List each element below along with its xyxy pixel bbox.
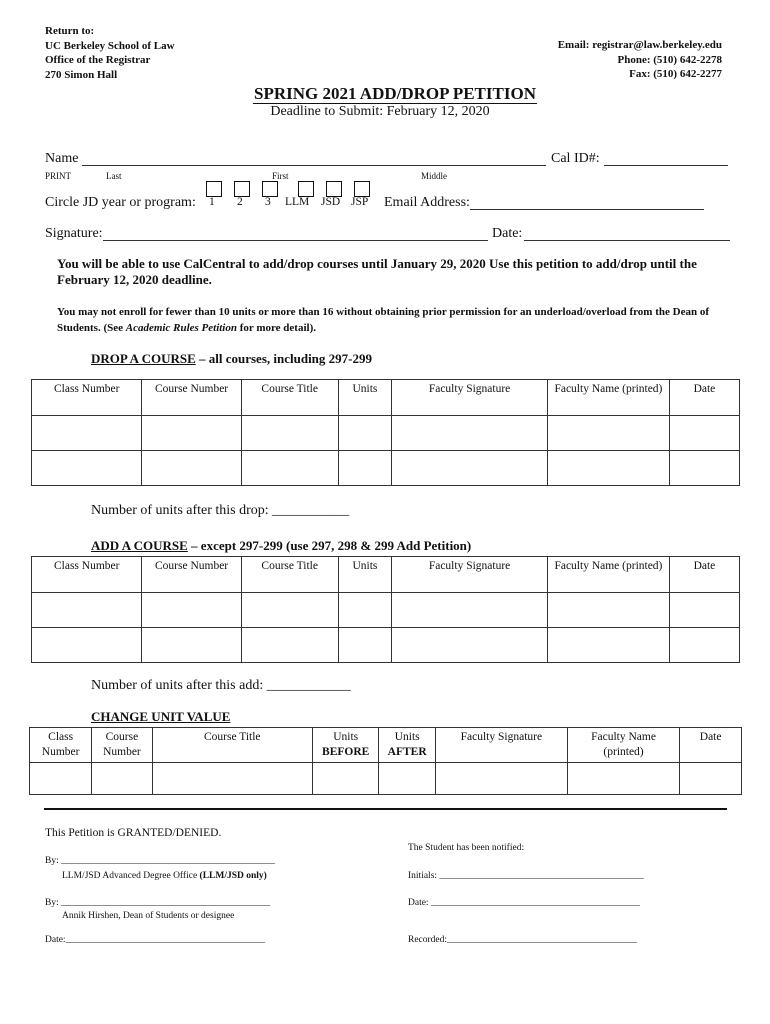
return-to-line: Office of the Registrar [45, 54, 151, 66]
section-divider [44, 808, 727, 810]
table-cell[interactable] [32, 416, 142, 451]
col-course-title: Course Title [241, 557, 338, 593]
table-cell[interactable] [142, 593, 241, 628]
signature-label: Signature: [45, 226, 103, 241]
contact-phone: Phone: (510) 642-2278 [617, 53, 722, 66]
col-units: Units [338, 557, 391, 593]
option-jsp: JSP [351, 196, 369, 208]
table-cell[interactable] [241, 593, 338, 628]
col-faculty-name: Faculty Name (printed) [567, 728, 679, 763]
email-label: Email Address: [384, 195, 470, 210]
col-date: Date [669, 380, 739, 416]
program-label: Circle JD year or program: [45, 195, 196, 210]
cal-id-label: Cal ID#: [551, 151, 600, 166]
table-header-row [32, 380, 740, 416]
return-to-line: UC Berkeley School of Law [45, 39, 175, 52]
date-field[interactable] [524, 240, 730, 241]
recorded-line[interactable]: Recorded:________________________________________ [408, 935, 638, 945]
table-cell[interactable] [392, 593, 548, 628]
col-units-before: Units BEFORE [312, 728, 378, 763]
option-1: 1 [209, 196, 215, 208]
checkbox-year-2[interactable] [234, 181, 250, 197]
col-course-number: Course Number [142, 380, 241, 416]
table-cell[interactable] [241, 628, 338, 663]
col-class-number: Class Number [32, 557, 142, 593]
change-section-title: CHANGE UNIT VALUE [91, 709, 231, 724]
email-field[interactable] [470, 209, 704, 210]
date-right-line[interactable]: Date: ____________________________________________ [408, 898, 640, 908]
print-hint: PRINT [45, 171, 72, 181]
table-cell[interactable] [338, 416, 391, 451]
col-faculty-signature: Faculty Signature [392, 380, 548, 416]
col-faculty-name: Faculty Name (printed) [547, 557, 669, 593]
granted-denied: This Petition is GRANTED/DENIED. [45, 827, 222, 839]
table-cell[interactable] [547, 628, 669, 663]
change-table [29, 727, 742, 795]
table-cell[interactable] [241, 451, 338, 486]
checkbox-jsp[interactable] [354, 181, 370, 197]
contact-email: Email: registrar@law.berkeley.edu [557, 39, 722, 51]
return-to-line: Return to: [45, 25, 95, 37]
table-cell[interactable] [32, 593, 142, 628]
dean-caption: Annik Hirshen, Dean of Students or designee [62, 911, 235, 921]
table-cell[interactable] [241, 416, 338, 451]
option-llm: LLM [285, 196, 310, 208]
checkbox-year-3[interactable] [262, 181, 278, 197]
table-cell[interactable] [379, 763, 436, 795]
col-course-number: Course Number [142, 557, 241, 593]
col-course-title: Course Title [241, 380, 338, 416]
col-faculty-signature: Faculty Signature [392, 557, 548, 593]
student-notified: The Student has been notified: [408, 843, 525, 853]
by-dean-line[interactable]: By: ____________________________________________ [45, 898, 271, 908]
table-row [32, 593, 740, 628]
add-section-title: ADD A COURSE – except 297-299 (use 297, 298 & 299 Add Petition) [91, 538, 472, 553]
option-2: 2 [237, 196, 243, 208]
table-cell[interactable] [338, 451, 391, 486]
by-llm-line[interactable]: By: _____________________________________________ [45, 856, 275, 866]
drop-section-title: DROP A COURSE – all courses, including 297-299 [91, 351, 372, 366]
checkbox-year-1[interactable] [206, 181, 222, 197]
table-cell[interactable] [392, 628, 548, 663]
table-row [30, 763, 742, 795]
table-cell[interactable] [338, 628, 391, 663]
table-cell[interactable] [142, 451, 241, 486]
table-cell[interactable] [32, 628, 142, 663]
table-row [32, 451, 740, 486]
calcentral-notice: You will be able to use CalCentral to add/drop courses until January 29, 2020 Use this petition to add/drop until the February 12, 2020 deadline. [57, 256, 697, 287]
llm-office-caption: LLM/JSD Advanced Degree Office (LLM/JSD only) [62, 871, 267, 881]
table-cell[interactable] [669, 593, 739, 628]
form-title: SPRING 2021 ADD/DROP PETITION [254, 84, 536, 103]
unit-limit-notice: You may not enroll for fewer than 10 units or more than 16 without obtaining prior permission for an underload/overload from the Dean of Students. (See Academic Rules Petition for more detail). [57, 306, 709, 334]
table-cell[interactable] [392, 451, 548, 486]
units-after-add: Number of units after this add: ____________ [91, 678, 351, 693]
date-label: Date: [492, 226, 523, 241]
col-class-number: Class Number [32, 380, 142, 416]
drop-table [31, 379, 740, 486]
registrar-contact [558, 38, 722, 82]
table-cell[interactable] [312, 763, 378, 795]
table-cell[interactable] [152, 763, 312, 795]
table-row [32, 628, 740, 663]
table-cell[interactable] [547, 416, 669, 451]
table-cell[interactable] [435, 763, 567, 795]
col-class-number: Class Number [30, 728, 92, 763]
table-cell[interactable] [392, 416, 548, 451]
col-course-title: Course Title [152, 728, 312, 763]
first-name-hint: First [272, 171, 289, 181]
date-left-line[interactable]: Date:__________________________________________ [45, 935, 266, 945]
col-course-number: Course Number [92, 728, 152, 763]
return-to-line: 270 Simon Hall [45, 68, 118, 81]
table-header-row [32, 557, 740, 593]
table-cell[interactable] [32, 451, 142, 486]
initials-line[interactable]: Initials: ___________________________________________ [408, 871, 644, 881]
table-cell[interactable] [338, 593, 391, 628]
last-name-hint: Last [106, 171, 122, 181]
academic-rules-ref: Academic Rules Petition [125, 322, 237, 334]
col-units: Units [338, 380, 391, 416]
add-table [31, 556, 740, 663]
table-cell[interactable] [669, 451, 739, 486]
deadline-text: Deadline to Submit: February 12, 2020 [270, 104, 490, 119]
col-date: Date [669, 557, 739, 593]
table-cell[interactable] [142, 416, 241, 451]
signature-field[interactable] [103, 240, 488, 241]
table-cell[interactable] [669, 416, 739, 451]
table-cell[interactable] [567, 763, 679, 795]
table-cell[interactable] [547, 451, 669, 486]
checkbox-llm[interactable] [298, 181, 314, 197]
table-header-row [30, 728, 742, 763]
col-faculty-name: Faculty Name (printed) [547, 380, 669, 416]
middle-name-hint: Middle [421, 171, 447, 181]
units-after-drop: Number of units after this drop: ___________ [91, 503, 350, 518]
table-row [32, 416, 740, 451]
cal-id-field[interactable] [604, 165, 728, 166]
table-cell[interactable] [547, 593, 669, 628]
name-field[interactable] [82, 165, 546, 166]
col-date: Date [680, 728, 742, 763]
name-label: Name [45, 151, 79, 166]
return-address [45, 24, 175, 82]
table-cell[interactable] [142, 628, 241, 663]
table-cell[interactable] [30, 763, 92, 795]
option-3: 3 [265, 196, 271, 208]
col-units-after: Units AFTER [379, 728, 436, 763]
col-faculty-signature: Faculty Signature [435, 728, 567, 763]
option-jsd: JSD [321, 196, 341, 208]
checkbox-jsd[interactable] [326, 181, 342, 197]
table-cell[interactable] [92, 763, 152, 795]
table-cell[interactable] [669, 628, 739, 663]
table-cell[interactable] [680, 763, 742, 795]
contact-fax: Fax: (510) 642-2277 [629, 68, 722, 80]
